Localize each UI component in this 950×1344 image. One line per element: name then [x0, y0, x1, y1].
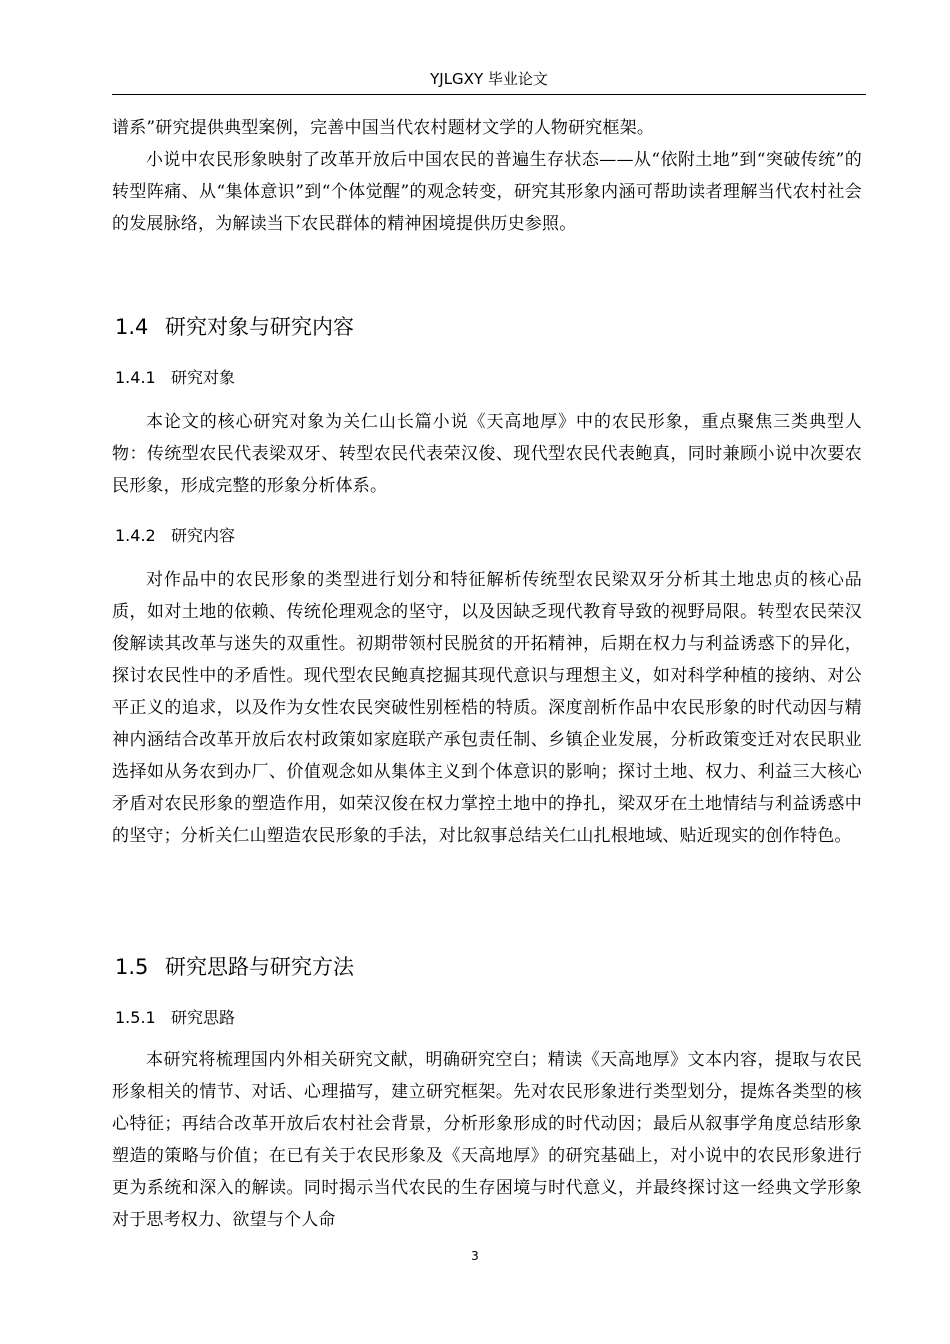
paragraph-research-approach: 本研究将梳理国内外相关研究文献，明确研究空白；精读《天高地厚》文本内容，提取与农民形象相关的情节、对话、心理描写，建立研究框架。先对农民形象进行类型划分，提炼各类型的核心特征；再结合改革开放后农村社会背景，分析形象形成的时代动因；最后从叙事学角度总结形象塑造的策略与价值；在已有关于农民形象及《天高地厚》的研究基础上，对小说中的农民形象进行更为系统和深入的解读。同时揭示当代农民的生存困境与时代意义，并最终探讨这一经典文学形象对于思考权力、欲望与个人命	[112, 1050, 862, 1230]
header-title: YJLGXY 毕业论文	[430, 70, 548, 88]
running-header	[112, 68, 866, 95]
paragraph-continuation: 谱系”研究提供典型案例，完善中国当代农村题材文学的人物研究框架。	[112, 118, 655, 138]
paragraph-research-content: 对作品中的农民形象的类型进行划分和特征解析传统型农民梁双牙分析其土地忠贞的核心品质，如对土地的依赖、传统伦理观念的坚守，以及因缺乏现代教育导致的视野局限。转型农民荣汉俊解读其改革与迷失的双重性。初期带领村民脱贫的开拓精神，后期在权力与利益诱惑下的异化，探讨农民性中的矛盾性。现代型农民鲍真挖掘其现代意识与理想主义，如对科学种植的接纳、对公平正义的追求，以及作为女性农民突破性别桎梏的特质。深度剖析作品中农民形象的时代动因与精神内涵结合改革开放后农村政策如家庭联产承包责任制、乡镇企业发展，分析政策变迁对农民职业选择如从务农到办厂、价值观念如从集体主义到个体意识的影响；探讨土地、权力、利益三大核心矛盾对农民形象的塑造作用，如荣汉俊在权力掌控土地中的挣扎，梁双牙在土地情结与利益诱惑中的坚守；分析关仁山塑造农民形象的手法，对比叙事总结关仁山扎根地域、贴近现实的创作特色。	[112, 570, 862, 846]
subsection-heading-1-4-2	[115, 524, 235, 548]
subsection-number: 1.4.1	[115, 368, 156, 387]
paragraph-significance: 小说中农民形象映射了改革开放后中国农民的普遍生存状态——从“依附土地”到“突破传统”的转型阵痛、从“集体意识”到“个体觉醒”的观念转变，研究其形象内涵可帮助读者理解当代农村社会的发展脉络，为解读当下农民群体的精神困境提供历史参照。	[112, 150, 862, 234]
subsection-title: 研究对象	[171, 368, 236, 387]
page-number: 3	[471, 1249, 479, 1263]
section-heading-1-5	[115, 952, 354, 982]
page-footer	[0, 1248, 950, 1264]
section-number: 1.5	[115, 955, 149, 979]
subsection-title: 研究思路	[171, 1008, 236, 1027]
subsection-title: 研究内容	[171, 526, 236, 545]
section-title: 研究思路与研究方法	[165, 955, 354, 979]
subsection-heading-1-5-1	[115, 1006, 235, 1030]
paragraph-research-object: 本论文的核心研究对象为关仁山长篇小说《天高地厚》中的农民形象，重点聚焦三类典型人物：传统型农民代表梁双牙、转型农民代表荣汉俊、现代型农民代表鲍真，同时兼顾小说中次要农民形象，形成完整的形象分析体系。	[112, 412, 862, 496]
section-heading-1-4	[115, 312, 354, 342]
subsection-number: 1.5.1	[115, 1008, 156, 1027]
subsection-heading-1-4-1	[115, 366, 235, 390]
section-title: 研究对象与研究内容	[165, 315, 354, 339]
subsection-number: 1.4.2	[115, 526, 156, 545]
section-number: 1.4	[115, 315, 149, 339]
